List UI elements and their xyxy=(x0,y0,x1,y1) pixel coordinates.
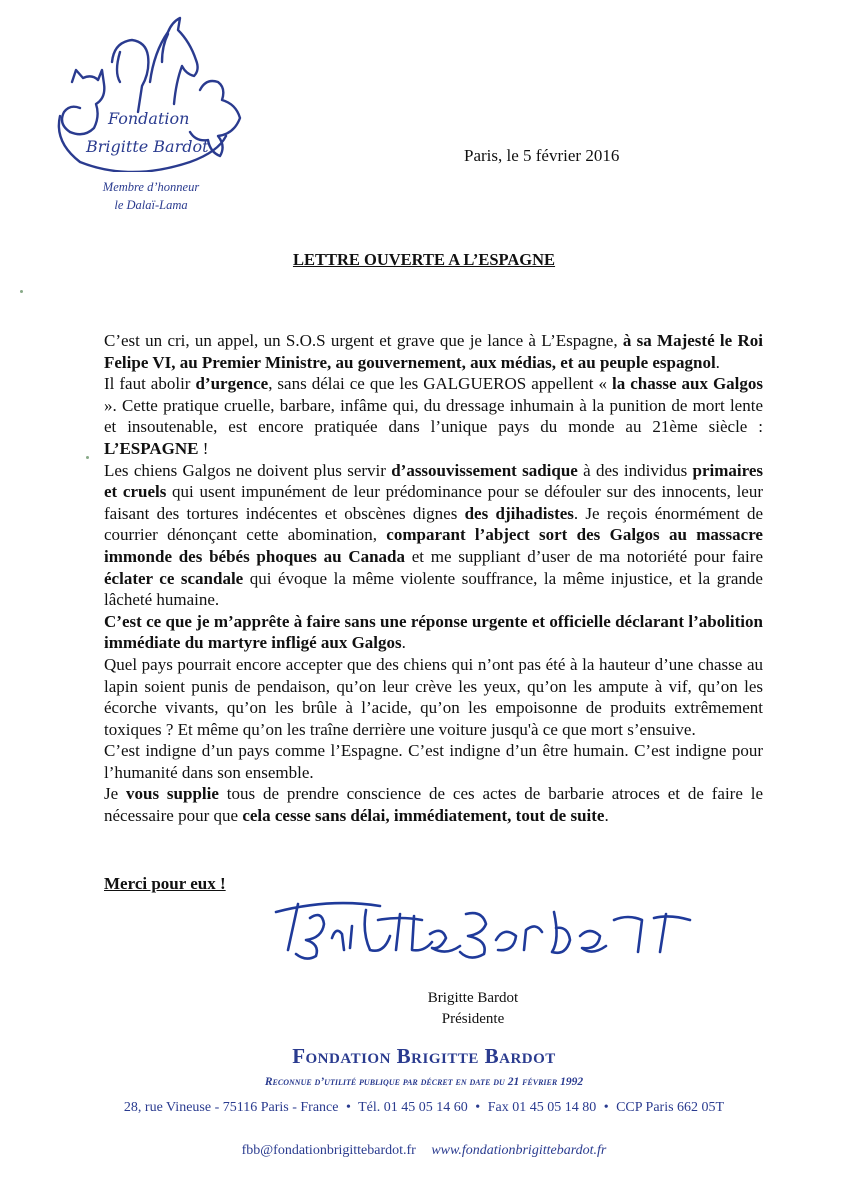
bullet-separator-icon: • xyxy=(603,1100,609,1115)
scan-speck xyxy=(86,456,89,459)
closing-line: Merci pour eux ! xyxy=(104,874,226,893)
footer-website-link[interactable]: www.fondationbrigittebardot.fr xyxy=(431,1143,607,1158)
emphasis-text: d’assouvissement sadique xyxy=(391,460,578,480)
body-text: C’est indigne d’un pays comme l’Espagne. C’est indigne d’un être humain. C’est indigne pour l’humanité dans son ensemble. xyxy=(104,741,763,782)
body-text: Les chiens Galgos ne doivent plus servir xyxy=(104,460,392,480)
footer-address: 28, rue Vineuse - 75116 Paris - France xyxy=(123,1100,339,1115)
emphasis-text: vous supplie xyxy=(126,784,219,804)
emphasis-text: d’urgence xyxy=(195,374,269,394)
scan-speck xyxy=(20,290,23,293)
emphasis-text: à sa Majesté le Roi Felipe VI, au Premier Ministre, au gouvernement, aux médias, et au peuple espagnol xyxy=(104,331,763,372)
body-text: . Je reçois énormément de courrier dénonçant cette abomination, xyxy=(104,503,764,545)
footer-web-line xyxy=(0,1143,848,1159)
body-text: et me suppliant d’user de ma notoriété pour faire xyxy=(405,546,763,566)
body-text: , sans délai ce que les GALGUEROS appellent « xyxy=(268,374,612,394)
letter-date: Paris, le 5 février 2016 xyxy=(464,146,620,165)
paragraph-5 xyxy=(104,654,763,740)
animals-logo-icon xyxy=(50,12,250,172)
handwritten-signature xyxy=(270,890,710,970)
paragraph-1 xyxy=(104,330,763,373)
footer-fax: Fax 01 45 05 14 80 xyxy=(487,1100,597,1115)
body-text: Je xyxy=(104,784,127,804)
emphasis-text: des djihadistes xyxy=(464,503,574,523)
paragraph-7 xyxy=(104,783,763,826)
body-text: ». Cette pratique cruelle, barbare, infâme qui, du dressage inhumain à la punition de mort lente et insoutenable, est encore pratiquée dans l’unique pays du monde au 21ème siècle : xyxy=(104,395,763,437)
honor-line-2: le Dalaï-Lama xyxy=(114,198,188,212)
paragraph-6 xyxy=(104,740,763,783)
body-text: à des individus xyxy=(577,460,693,480)
body-text: . xyxy=(604,806,609,826)
body-text: qui usent impunément de leur prédominance pour se défouler sur des innocents, leur faisant des tortures indécentes et obscènes dignes xyxy=(104,482,763,523)
body-text: ! xyxy=(198,438,209,458)
emphasis-text: primaires et cruels xyxy=(104,460,763,502)
body-text: Il faut abolir xyxy=(104,374,196,394)
footer-email-link[interactable]: fbb@fondationbrigittebardot.fr xyxy=(241,1143,416,1158)
logo-text-fondation: Fondation xyxy=(108,109,190,128)
emphasis-text: comparant l’abject sort des Galgos au massacre immonde des bébés phoques au Canada xyxy=(104,525,763,566)
signatory-name: Brigitte Bardot xyxy=(427,990,519,1006)
honor-line-1: Membre d’honneur xyxy=(102,180,200,194)
emphasis-text: L’ESPAGNE xyxy=(104,438,199,458)
paragraph-2 xyxy=(104,373,763,459)
emphasis-text: cela cesse sans délai, immédiatement, tout de suite xyxy=(242,806,605,826)
paragraph-4 xyxy=(104,611,763,654)
body-text: . xyxy=(401,633,406,653)
footer-ccp: CCP Paris 662 05T xyxy=(616,1100,725,1115)
footer-recognition: Reconnue d’utilité publique par décret en date du 21 février 1992 xyxy=(264,1076,584,1088)
bullet-separator-icon: • xyxy=(475,1100,481,1115)
emphasis-text: la chasse aux Galgos xyxy=(612,374,764,394)
logo-text-name: Brigitte Bardot xyxy=(86,137,209,156)
body-text: tous de prendre conscience de ces actes de barbarie atroces et de faire le nécessaire pour que xyxy=(104,784,763,826)
footer-contact-line xyxy=(0,1100,848,1116)
emphasis-text: éclater ce scandale xyxy=(104,568,244,588)
foundation-logo xyxy=(50,12,250,172)
letter-title: LETTRE OUVERTE A L’ESPAGNE xyxy=(292,250,556,269)
honorary-member-note xyxy=(96,178,206,214)
footer-organization: Fondation Brigitte Bardot xyxy=(292,1044,556,1068)
signatory-role: Présidente xyxy=(441,1011,505,1027)
paragraph-3 xyxy=(104,460,763,611)
letter-body xyxy=(104,330,763,827)
bullet-separator-icon: • xyxy=(345,1100,351,1115)
footer-telephone: Tél. 01 45 05 14 60 xyxy=(358,1100,468,1115)
body-text: . xyxy=(715,352,720,372)
signatory-block xyxy=(380,988,566,1030)
body-text: Quel pays pourrait encore accepter que des chiens qui n’ont pas été à la hauteur d’une chasse au lapin soient punis de pendaison, qu’on leur crève les yeux, qu’on les ampute à vif, qu’on les écorche vivants, qu’on les brûle à l’acide, qu’on les empoisonne de produits extrêmement toxiques ? Et même qu’on les traîne derrière une voiture jusqu'à ce que mort s’ensuive. xyxy=(104,654,763,739)
body-text: qui évoque la même violente souffrance, la même injustice, et la grande lâcheté humaine. xyxy=(104,568,763,610)
body-text: C’est un cri, un appel, un S.O.S urgent et grave que je lance à L’Espagne, xyxy=(104,331,623,350)
emphasis-text: C’est ce que je m’apprête à faire sans une réponse urgente et officielle déclarant l’abolition immédiate du martyre infligé aux Galgos xyxy=(104,611,763,653)
